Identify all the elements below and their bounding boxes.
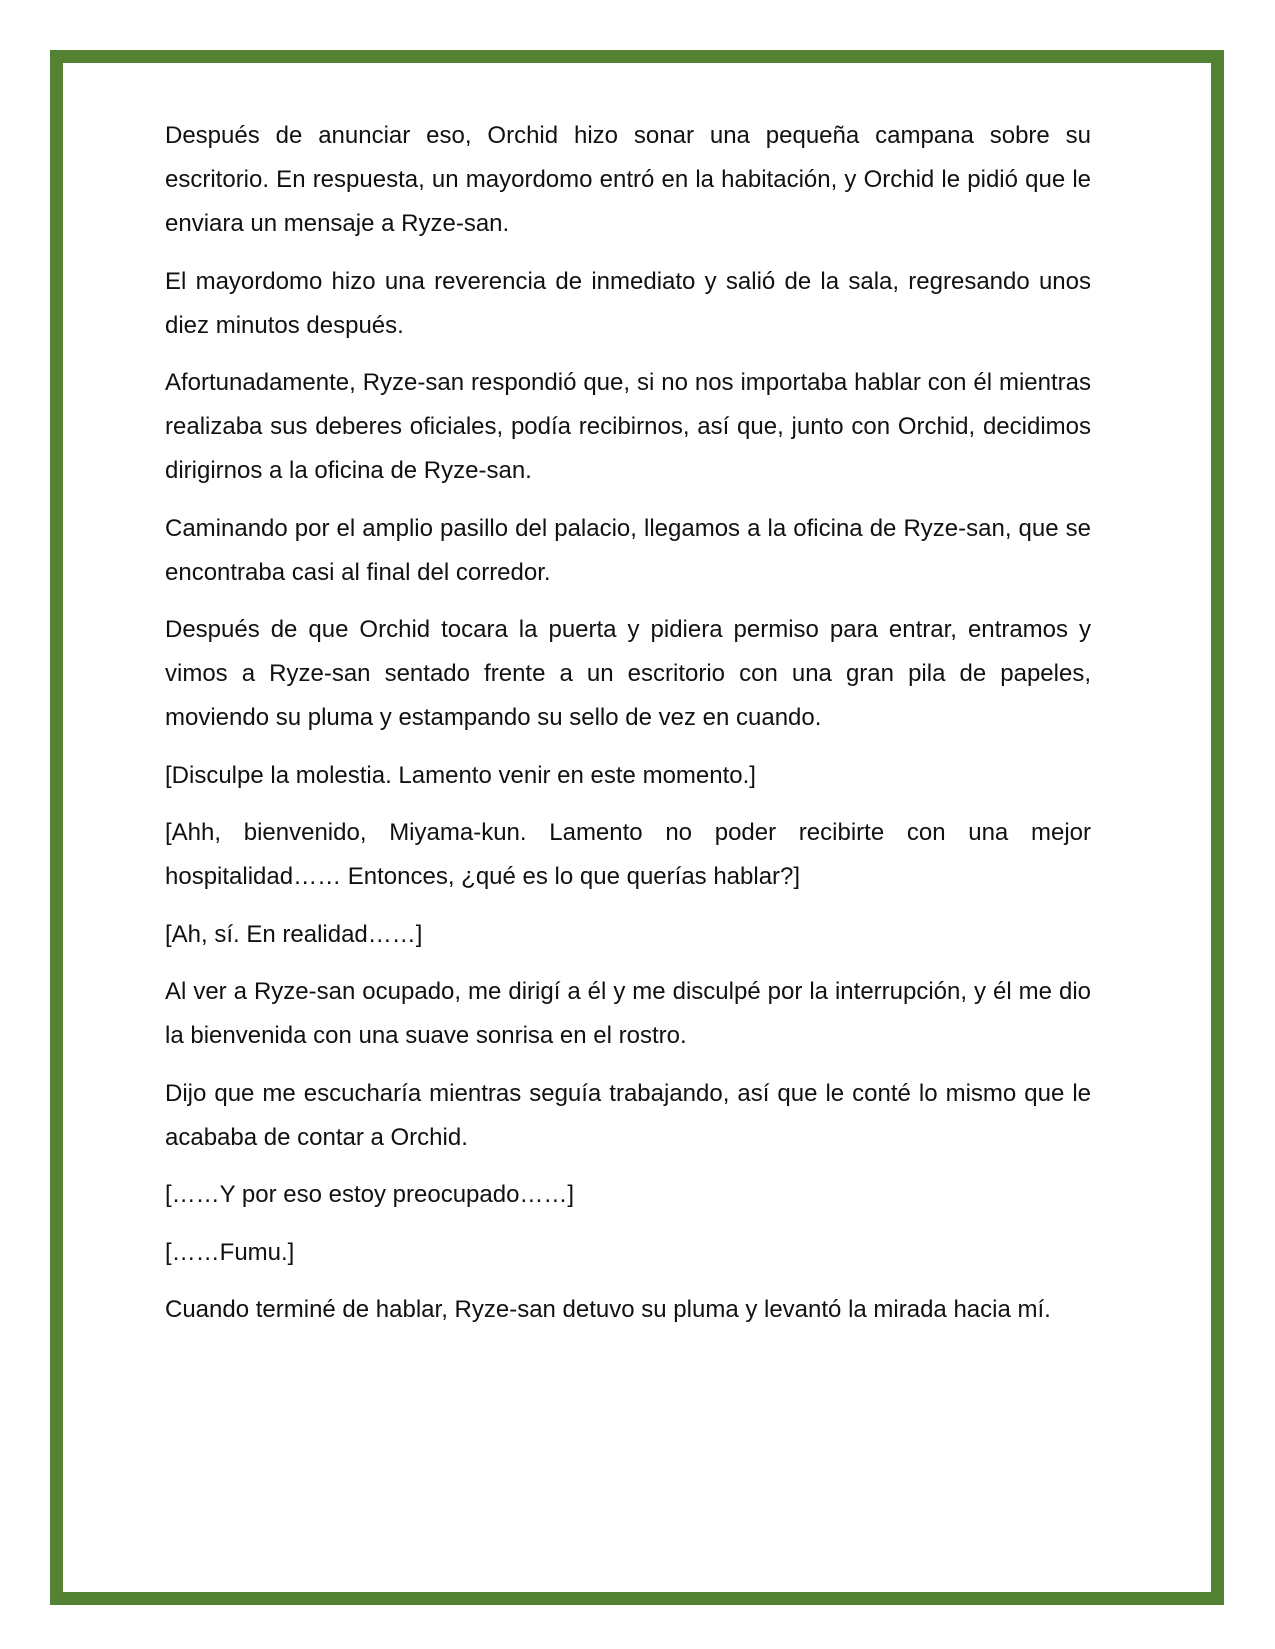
paragraph: Afortunadamente, Ryze-san respondió que, si no nos importaba hablar con él mientras realizaba sus deberes oficiales, podía recibirnos, así que, junto con Orchid, decidimos dirigirnos a la oficina de Ryze-san. (165, 369, 1091, 484)
dialogue-line: [Ah, sí. En realidad……] (165, 920, 423, 948)
document-body (165, 114, 1091, 1346)
paragraph: Después de que Orchid tocara la puerta y pidiera permiso para entrar, entramos y vimos a Ryze-san sentado frente a un escritorio con una gran pila de papeles, moviendo su pluma y estampando su sello de vez en cuando. (165, 616, 1091, 731)
dialogue-line: [……Y por eso estoy preocupado……] (165, 1181, 575, 1208)
paragraph: Al ver a Ryze-san ocupado, me dirigí a él y me disculpé por la interrupción, y él me dio la bienvenida con una suave sonrisa en el rostro. (165, 978, 1091, 1049)
paragraph: Después de anunciar eso, Orchid hizo sonar una pequeña campana sobre su escritorio. En respuesta, un mayordomo entró en la habitación, y Orchid le pidió que le enviara un mensaje a Ryze-san. (165, 122, 1091, 237)
paragraph: Dijo que me escucharía mientras seguía trabajando, así que le conté lo mismo que le acababa de contar a Orchid. (165, 1079, 1091, 1151)
dialogue-line: [Disculpe la molestia. Lamento venir en este momento.] (165, 761, 756, 789)
dialogue-line: [……Fumu.] (165, 1238, 295, 1266)
paragraph: Caminando por el amplio pasillo del palacio, llegamos a la oficina de Ryze-san, que se encontraba casi al final del corredor. (165, 514, 1091, 586)
paragraph: El mayordomo hizo una reverencia de inmediato y salió de la sala, regresando unos diez minutos después. (165, 267, 1091, 339)
paragraph: Cuando terminé de hablar, Ryze-san detuvo su pluma y levantó la mirada hacia mí. (165, 1296, 1051, 1323)
dialogue-line: [Ahh, bienvenido, Miyama-kun. Lamento no poder recibirte con una mejor hospitalidad…… Entonces, ¿qué es lo que querías hablar?] (165, 819, 1091, 890)
